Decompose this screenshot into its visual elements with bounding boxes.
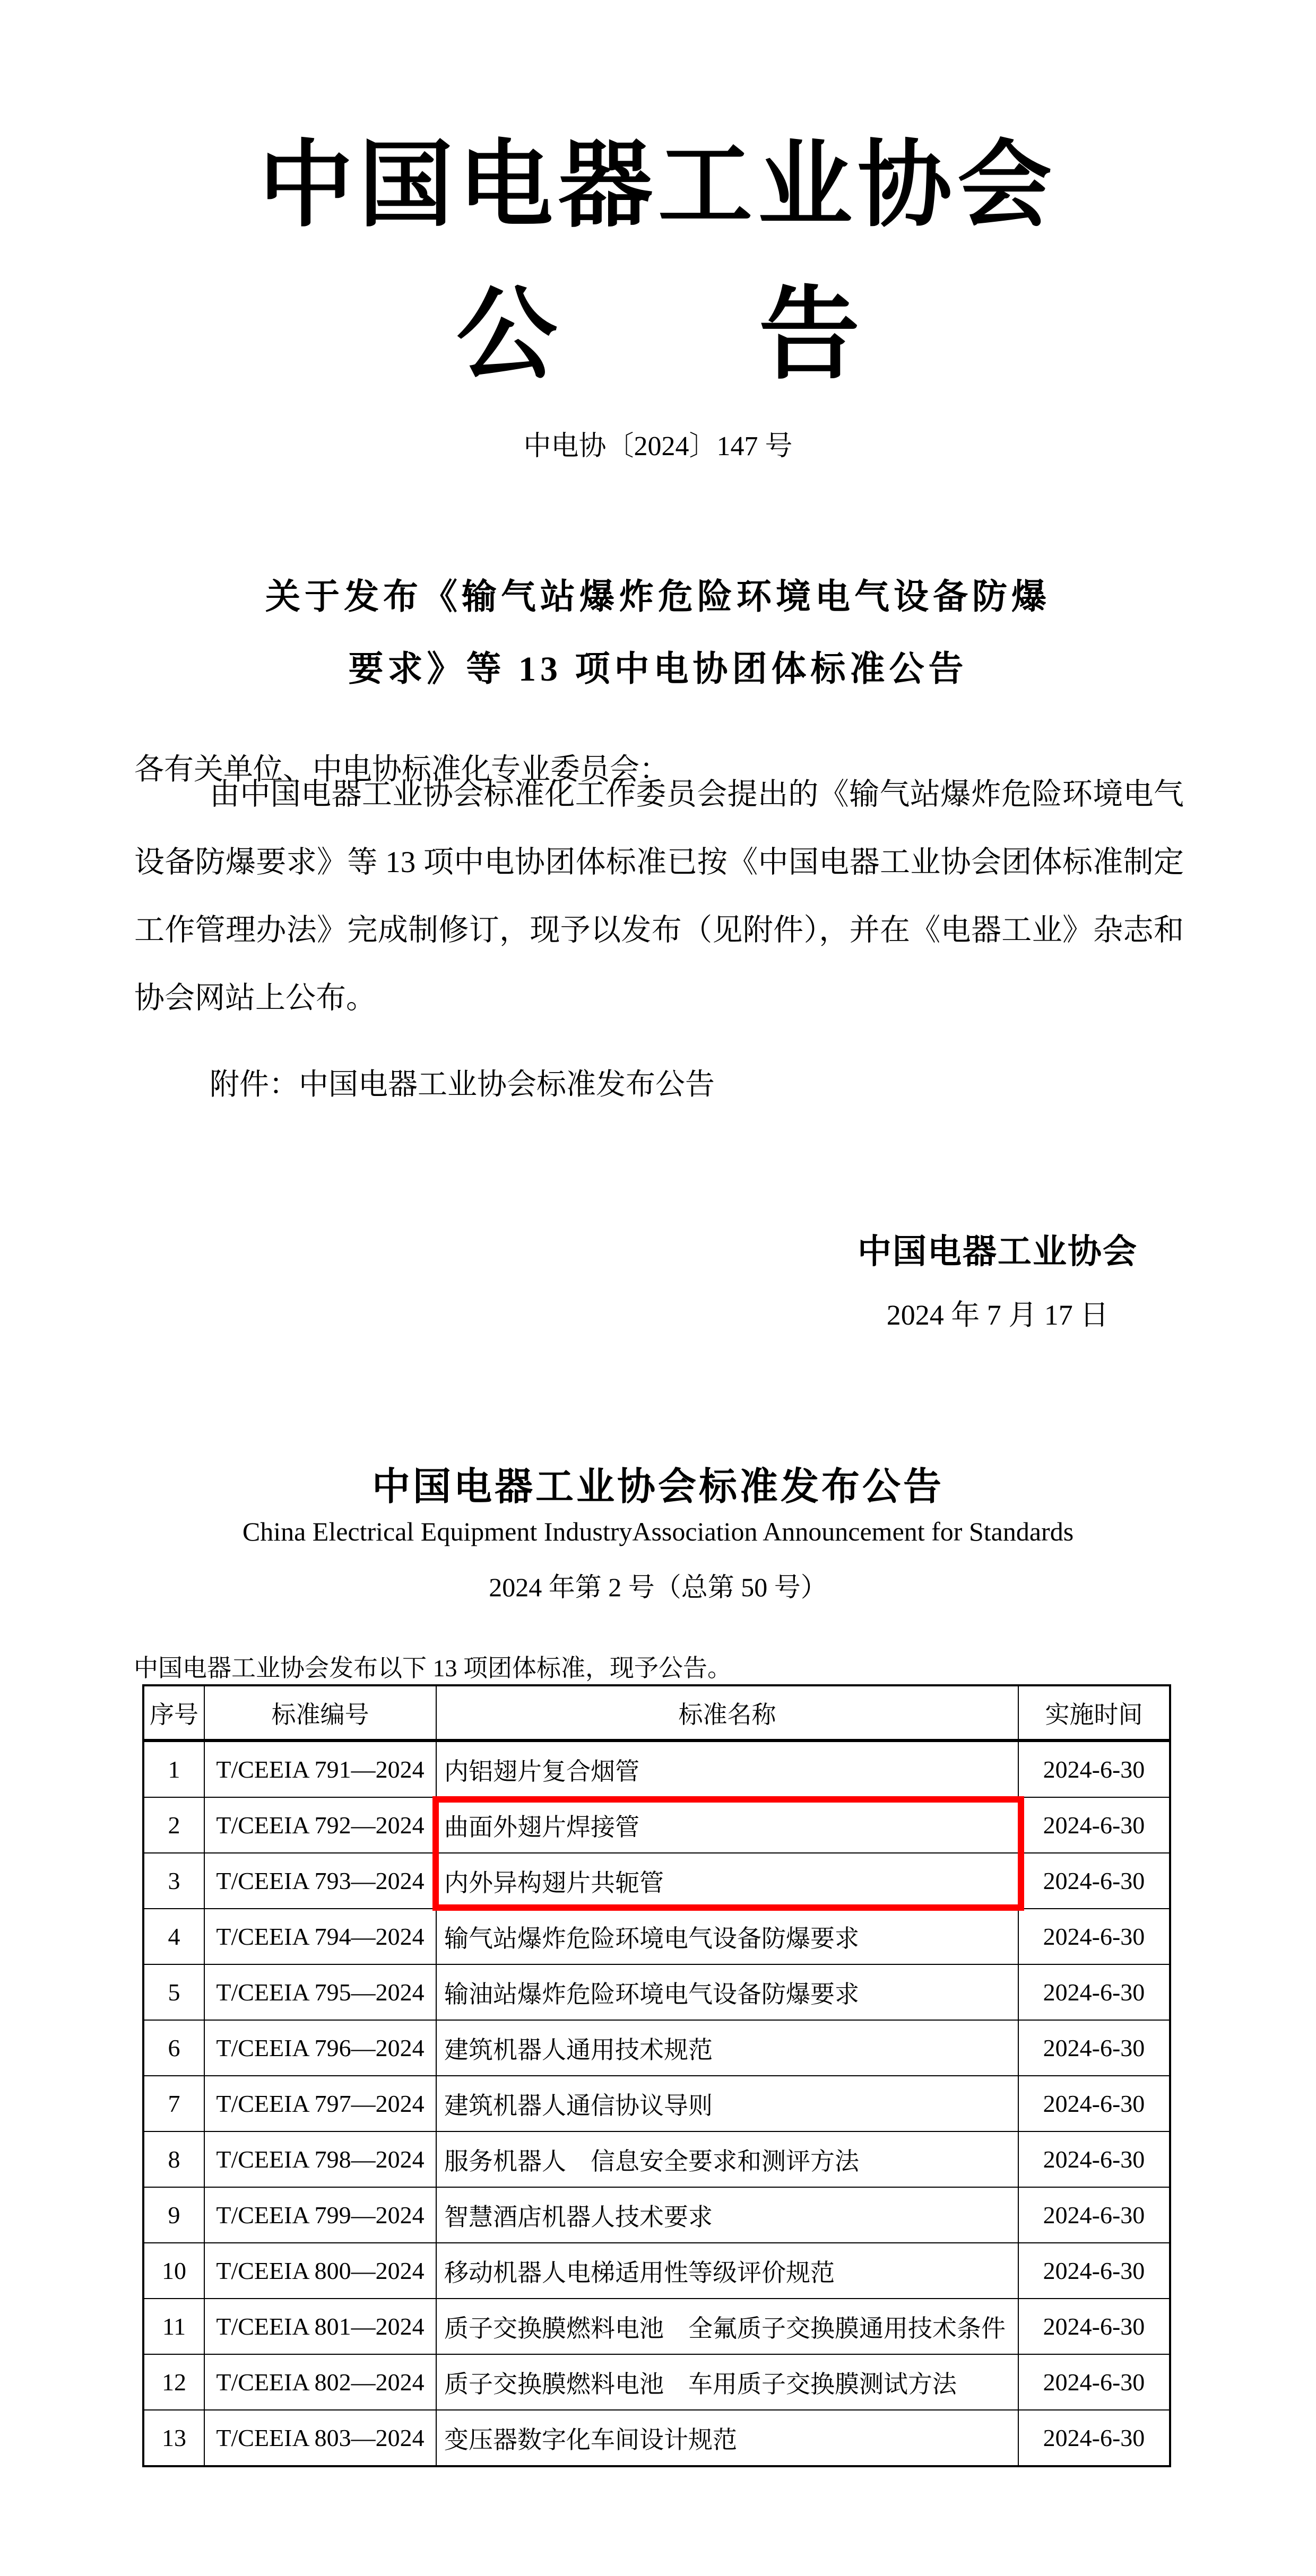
table-row (143, 2131, 1170, 2187)
cell-date: 2024-6-30 (1018, 1740, 1170, 1797)
cell-date: 2024-6-30 (1018, 2410, 1170, 2466)
table-row (143, 2410, 1170, 2466)
cell-no: 8 (143, 2131, 204, 2187)
cell-no: 6 (143, 2020, 204, 2076)
table-row (143, 2187, 1170, 2243)
cell-name: 输气站爆炸危险环境电气设备防爆要求 (436, 1909, 1018, 1964)
standards-table-body (143, 1740, 1170, 2466)
table-header-cell-1: 标准编号 (204, 1685, 436, 1740)
cell-code: T/CEEIA 803—2024 (204, 2410, 436, 2466)
cell-name: 输油站爆炸危险环境电气设备防爆要求 (436, 1964, 1018, 2020)
cell-name: 移动机器人电梯适用性等级评价规范 (436, 2243, 1018, 2299)
table-row (143, 1797, 1170, 1853)
cell-name: 质子交换膜燃料电池 全氟质子交换膜通用技术条件 (436, 2299, 1018, 2354)
cell-name: 内外异构翅片共轭管 (436, 1853, 1018, 1909)
subject-title-line1: 关于发布《输气站爆炸危险环境电气设备防爆 (265, 578, 1051, 616)
cell-no: 3 (143, 1853, 204, 1909)
cell-name: 曲面外翅片焊接管 (436, 1797, 1018, 1853)
announcement-title: 公 告 (456, 280, 860, 391)
attachment-line: 附件：中国电器工业协会标准发布公告 (210, 1068, 715, 1101)
cell-code: T/CEEIA 798—2024 (204, 2131, 436, 2187)
cell-code: T/CEEIA 800—2024 (204, 2243, 436, 2299)
cell-no: 5 (143, 1964, 204, 2020)
cell-code: T/CEEIA 792—2024 (204, 1797, 436, 1853)
table-row (143, 2020, 1170, 2076)
cell-no: 1 (143, 1740, 204, 1797)
cell-date: 2024-6-30 (1018, 1964, 1170, 2020)
cell-name: 质子交换膜燃料电池 车用质子交换膜测试方法 (436, 2354, 1018, 2410)
cell-no: 13 (143, 2410, 204, 2466)
body-paragraph: 由中国电器工业协会标准化工作委员会提出的《输气站爆炸危险环境电气设备防爆要求》等 13 项中电协团体标准已按《中国电器工业协会团体标准制定工作管理办法》完成制修订，现予以发布（见附件），并在《电器工业》杂志和协会网站上公布。 (134, 778, 1184, 1015)
standards-table (142, 1684, 1171, 2467)
table-row (143, 1740, 1170, 1797)
cell-date: 2024-6-30 (1018, 2187, 1170, 2243)
cell-date: 2024-6-30 (1018, 2354, 1170, 2410)
cell-code: T/CEEIA 799—2024 (204, 2187, 436, 2243)
table-row (143, 2299, 1170, 2354)
table-row (143, 2354, 1170, 2410)
cell-name: 建筑机器人通用技术规范 (436, 2020, 1018, 2076)
standards-announcement-title-cn: 中国电器工业协会标准发布公告 (371, 1466, 944, 1508)
doc-number: 中电协〔2024〕147 号 (523, 431, 793, 462)
cell-date: 2024-6-30 (1018, 1909, 1170, 1964)
table-header-row (143, 1685, 1170, 1740)
table-header-cell-0: 序号 (143, 1685, 204, 1740)
cell-code: T/CEEIA 794—2024 (204, 1909, 436, 1964)
cell-name: 变压器数字化车间设计规范 (436, 2410, 1018, 2466)
table-header-cell-3: 实施时间 (1018, 1685, 1170, 1740)
subject-title (0, 561, 1316, 706)
cell-code: T/CEEIA 801—2024 (204, 2299, 436, 2354)
cell-name: 建筑机器人通信协议导则 (436, 2076, 1018, 2131)
cell-no: 2 (143, 1797, 204, 1853)
signature-org: 中国电器工业协会 (858, 1233, 1138, 1270)
cell-code: T/CEEIA 795—2024 (204, 1964, 436, 2020)
intro-line: 中国电器工业协会发布以下 13 项团体标准，现予公告。 (134, 1655, 732, 1682)
cell-code: T/CEEIA 791—2024 (204, 1740, 436, 1797)
salutation: 各有关单位、中电协标准化专业委员会： (134, 753, 669, 786)
cell-date: 2024-6-30 (1018, 2243, 1170, 2299)
standards-announcement-title-en: China Electrical Equipment IndustryAssociation Announcement for Standards (242, 1517, 1074, 1546)
table-row (143, 2076, 1170, 2131)
cell-name: 服务机器人 信息安全要求和测评方法 (436, 2131, 1018, 2187)
cell-no: 7 (143, 2076, 204, 2131)
table-header-cell-2: 标准名称 (436, 1685, 1018, 1740)
cell-name: 内铝翅片复合烟管 (436, 1740, 1018, 1797)
cell-no: 4 (143, 1909, 204, 1964)
issue-number-line: 2024 年第 2 号（总第 50 号） (489, 1572, 827, 1602)
cell-date: 2024-6-30 (1018, 1797, 1170, 1853)
cell-code: T/CEEIA 793—2024 (204, 1853, 436, 1909)
table-row (143, 1909, 1170, 1964)
cell-code: T/CEEIA 802—2024 (204, 2354, 436, 2410)
cell-name: 智慧酒店机器人技术要求 (436, 2187, 1018, 2243)
cell-date: 2024-6-30 (1018, 2020, 1170, 2076)
cell-date: 2024-6-30 (1018, 1853, 1170, 1909)
signature-block (849, 1224, 1146, 1333)
cell-date: 2024-6-30 (1018, 2131, 1170, 2187)
cell-no: 9 (143, 2187, 204, 2243)
org-title: 中国电器工业协会 (259, 133, 1057, 238)
cell-no: 10 (143, 2243, 204, 2299)
table-row (143, 2243, 1170, 2299)
cell-date: 2024-6-30 (1018, 2299, 1170, 2354)
standards-table-header (143, 1685, 1170, 1740)
cell-date: 2024-6-30 (1018, 2076, 1170, 2131)
cell-code: T/CEEIA 797—2024 (204, 2076, 436, 2131)
signature-date: 2024 年 7 月 17 日 (886, 1299, 1109, 1331)
cell-no: 12 (143, 2354, 204, 2410)
table-row (143, 1853, 1170, 1909)
subject-title-line2: 要求》等 13 项中电协团体标准公告 (348, 650, 968, 689)
cell-no: 11 (143, 2299, 204, 2354)
cell-code: T/CEEIA 796—2024 (204, 2020, 436, 2076)
table-row (143, 1964, 1170, 2020)
